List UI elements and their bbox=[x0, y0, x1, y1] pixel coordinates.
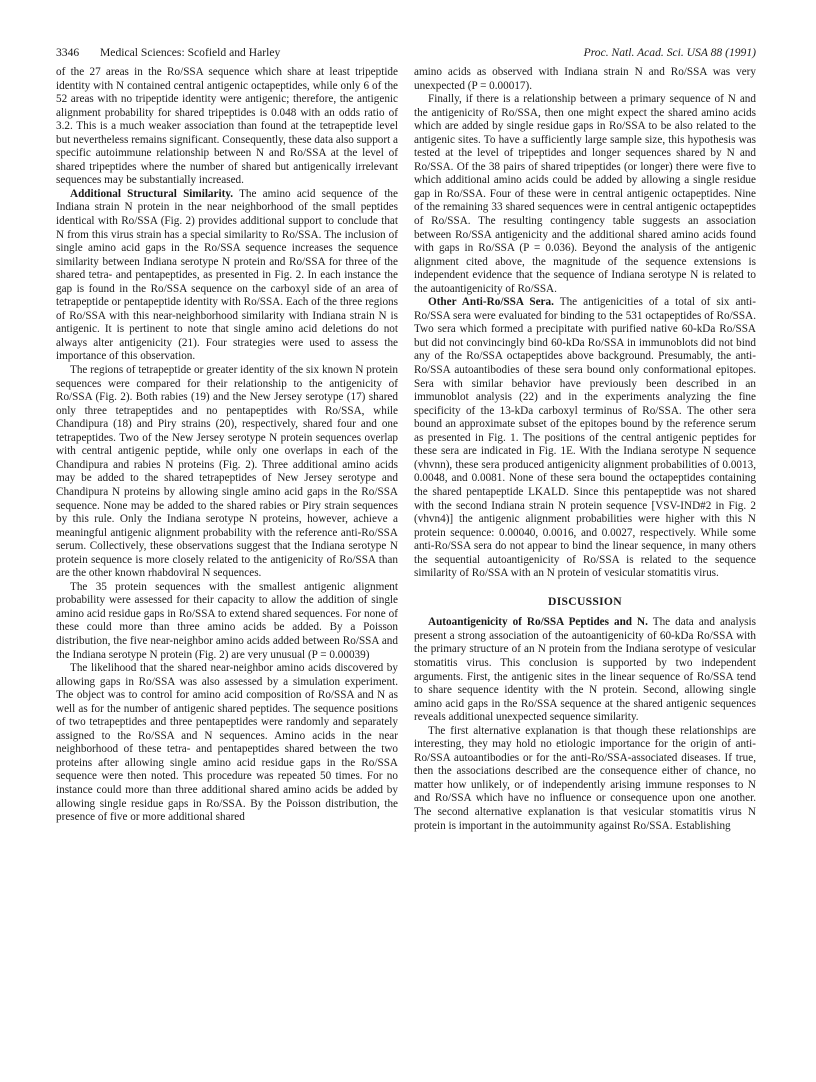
paragraph-other-sera bbox=[414, 296, 756, 580]
page-number: 3346 bbox=[56, 46, 80, 59]
page-header bbox=[56, 45, 756, 61]
paragraph: The 35 protein sequences with the smallest antigenic alignment probability were assessed for their capacity to allow the addition of single amino acid residue gaps in Ro/SSA to extend shared sequences. For none of these could more than three amino acids be added. By a Poisson distribution, the five near-neighbor amino acids added between Ro/SSA and the Indiana serotype N protein (Fig. 2) are very unusual (P = 0.00039) bbox=[56, 580, 398, 661]
paragraph-additional-structural-similarity bbox=[56, 188, 398, 364]
left-column bbox=[56, 66, 398, 825]
paragraph-body: The antigenicities of a total of six anti-Ro/SSA sera were evaluated for binding to the 531 octapeptides of Ro/SSA. Two sera which formed a precipitate with purified native 60-kDa Ro/SSA but did not convincingly bind 60-kDa Ro/SSA in immunoblots did not bind any of the Ro/SSA octapeptides above background. Presumably, the anti-Ro/SSA autoantibodies of these sera bound only conformational epitopes. Sera with similar behavior have previously been described in an immunoblot analysis (22) and in the experiments analyzing the fine specificity of the 13-kDa carboxyl terminus of Ro/SSA. The other sera bound an approximate subset of the epitopes bound by the reference serum as presented in Fig. 1. The positions of the central antigenic peptides for these sera are indicated in Fig. 1E. With the Indiana serotype N sequence (vhvnn), these sera produced antigenicity alignment probabilities of 0.0013, 0.0048, and 0.0081. None of these sera bound the octapeptides containing the shared pentapeptide LKALD. Since this pentapeptide was not shared with the second Indiana strain N protein sequence [VSV-IND#2 in Fig. 2 (vhvn4)] the antigenic alignment probabilities were higher with this N protein sequence: 0.00040, 0.0016, and 0.0027, respectively. While some anti-Ro/SSA sera do not appear to bind the linear sequence, in many others the sequential autoantigenicity of Ro/SSA is related to the sequence similarity of Ro/SSA with an N protein of vesicular stomatitis virus. bbox=[414, 296, 756, 580]
running-title: Medical Sciences: Scofield and Harley bbox=[100, 46, 281, 59]
paragraph: The regions of tetrapeptide or greater identity of the six known N protein sequences were compared for their relationship to the antigenicity of Ro/SSA (Fig. 2). Both rabies (19) and the New Jersey serotype (17) shared only three tetrapeptides and no pentapeptides with Ro/SSA, while Chandipura (18) and Piry strains (20), respectively, shared four and one tetrapeptides. Two of the New Jersey serotype N protein sequences overlap with central antigenic peptide, while only one overlaps in each of the Chandipura and rabies N proteins (Fig. 2). Three additional amino acids may be added to the shared tetrapeptides of New Jersey serotype and Chandipura N proteins by allowing single amino acid gaps in the Ro/SSA sequence. None may be added to the shared rabies or Piry strain sequences by this rule. Only the Indiana serotype N proteins, however, achieve a meaningful antigenic alignment probability with the reference anti-Ro/SSA serum. Collectively, these observations suggest that the Indiana serotype N protein sequence is more closely related to the antigenicity of Ro/SSA than are the other known rhabdoviral N sequences. bbox=[56, 364, 398, 580]
section-heading-discussion: DISCUSSION bbox=[548, 594, 622, 608]
paragraph: amino acids as observed with Indiana strain N and Ro/SSA was very unexpected (P = 0.00017). bbox=[414, 66, 756, 92]
paragraph-body: The data and analysis present a strong association of the autoantigenicity of 60-kDa Ro/SSA with the primary structure of an N protein from the Indiana serotype of vesicular stomatitis virus. This conclusion is supported by two independent arguments. First, the antigenic sites in the linear sequence of Ro/SSA tend to share sequence identity with the N protein. Second, allowing single amino acid gaps in the Ro/SSA sequence at the shared antigenic sequences reveals additional unexpected sequence similarity. bbox=[414, 616, 756, 724]
paragraph: of the 27 areas in the Ro/SSA sequence which share at least tripeptide identity with N contained central antigenic octapeptides, while only 6 of the 52 areas with no tripeptide identity were antigenic; therefore, the antigenic alignment probability for shared tripeptides is 0.048 with an odds ratio of 3.2. This is a much weaker association than found at the tetrapeptide level but nevertheless remains significant. Consequently, these data also support a specific autoimmune relationship between N and Ro/SSA at the level of shared tripeptides where the number of shared but antigenically irrelevant sequences may be substantially increased. bbox=[56, 66, 398, 187]
paragraph: The first alternative explanation is that though these relationships are interesting, they may hold no etiologic importance for the origin of anti-Ro/SSA autoantibodies or for the anti-Ro/SSA-associated diseases. If true, then the associations described are the consequence either of chance, no matter how unlikely, or of independently arising immune responses to N and Ro/SSA which have no influence or consequence upon one another. The second alternative explanation is that vesicular stomatitis virus N protein is important in the autoimmunity against Ro/SSA. Establishing bbox=[414, 724, 756, 832]
journal-citation: Proc. Natl. Acad. Sci. USA 88 (1991) bbox=[583, 46, 756, 59]
runin-heading: Additional Structural Similarity. bbox=[70, 187, 234, 200]
paragraph: The likelihood that the shared near-neighbor amino acids discovered by allowing gaps in Ro/SSA was also assessed by a simulation experiment. The object was to control for amino acid composition of Ro/SSA and N as well as for the number of antigenic shared peptides. The sequence positions of two tetrapeptides and three pentapeptides were randomly and separately assigned to the Ro/SSA and N sequences. Amino acids in the near neighborhood of these tetra- and pentapeptides shared between the two proteins after allowing single amino acid residue gaps in the Ro/SSA sequence were then noted. This procedure was repeated 50 times. For no instance could more than three additional shared amino acids be added by allowing single residue gaps in Ro/SSA. By the Poisson distribution, the presence of five or more additional shared bbox=[56, 662, 398, 824]
right-column bbox=[414, 66, 756, 833]
paragraph: Finally, if there is a relationship between a primary sequence of N and the antigenicity of Ro/SSA, then one might expect the shared amino acids which are added by single residue gaps in Ro/SSA to be also related to the antigenic sites. To have a sufficiently large sample size, this hypothesis was tested at the level of tripeptides and longer sequences shared by N and Ro/SSA. Of the 38 pairs of shared tripeptides (or longer) there were five to which additional amino acids could be added by allowing a single residue gap in Ro/SSA. Four of these were in central antigenic octapeptides. Nine of the remaining 33 shared sequences were in central antigenic octapeptides of Ro/SSA. The resulting contingency table suggests an association between Ro/SSA antigenicity and the additional shared amino acids found with gaps in Ro/SSA (P = 0.036). Beyond the analysis of the antigenic alignment cited above, the magnitude of the sequence extensions is independent evidence that the sequence of Indiana serotype N is related to the autoantigenicity of Ro/SSA. bbox=[414, 93, 756, 295]
runin-heading: Autoantigenicity of Ro/SSA Peptides and N. bbox=[428, 616, 648, 629]
runin-heading: Other Anti-Ro/SSA Sera. bbox=[428, 296, 554, 309]
paragraph-autoantigenicity bbox=[414, 616, 756, 724]
paragraph-body: The amino acid sequence of the Indiana strain N protein in the near neighborhood of the small peptides identical with Ro/SSA (Fig. 2) provides additional support to conclude that N from this virus strain has a special similarity to Ro/SSA. The inclusion of single amino acid gaps in the Ro/SSA sequence increases the sequence similarity between Indiana serotype N protein and Ro/SSA for three of the shared tetra- and pentapeptides, as presented in Fig. 2. In each instance the gap is found in the Ro/SSA sequence on the carboxyl side of an area of tetrapeptide or pentapeptide identity with Ro/SSA. Each of the three regions of Ro/SSA with this near-neighborhood similarity with Indiana strain N is antigenic. It is pertinent to note that single amino acid deletions do not always alter antigenicity (21). Four strategies were used to assess the importance of this observation. bbox=[56, 187, 398, 363]
